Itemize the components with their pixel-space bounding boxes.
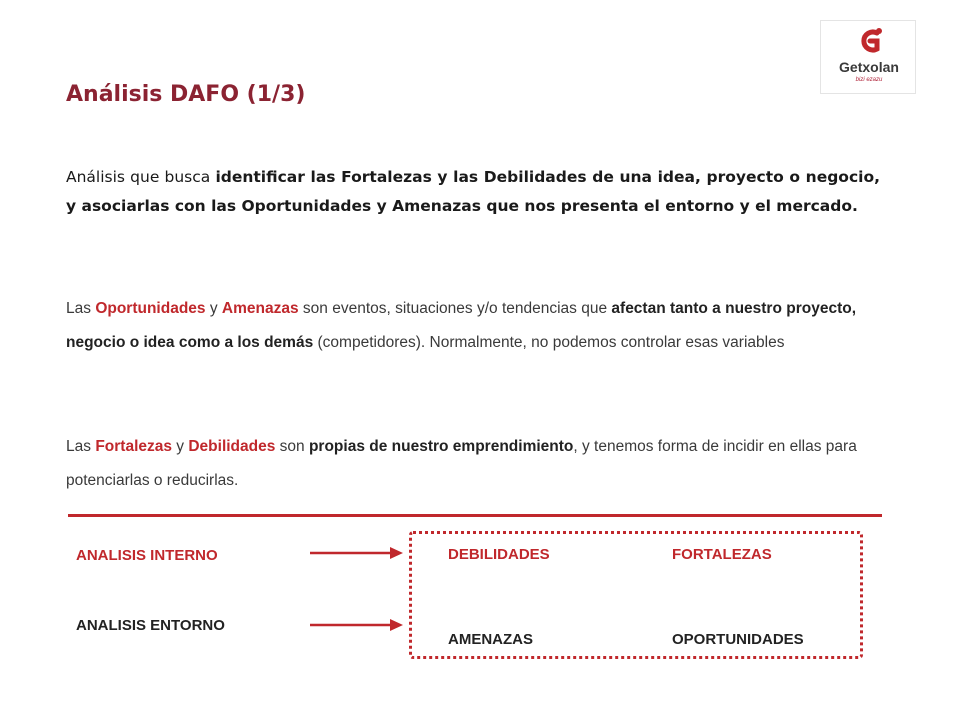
arrow-right-icon	[308, 545, 404, 561]
p1-text-1: Las	[66, 300, 96, 317]
logo-tagline: bizi ezazu	[855, 77, 883, 83]
p2-debilidades: Debilidades	[188, 438, 276, 455]
p1-text-3: son eventos, situaciones y/o tendencias que	[298, 300, 612, 317]
p2-text-2: y	[171, 438, 189, 455]
p2-fortalezas: Fortalezas	[95, 438, 172, 455]
external-analysis-label: ANALISIS ENTORNO	[76, 617, 225, 634]
p1-text-4: (competidores). Normalmente, no podemos controlar esas variables	[313, 334, 785, 351]
page-title: Análisis DAFO (1/3)	[66, 82, 306, 107]
intro-paragraph	[66, 163, 880, 221]
intro-text: Análisis que busca	[66, 168, 216, 186]
arrow-right-icon	[308, 617, 404, 633]
fortalezas-label: FORTALEZAS	[672, 546, 772, 563]
amenazas-label: AMENAZAS	[448, 631, 533, 648]
p2-text-3: son	[275, 438, 309, 455]
p1-text-2: y	[205, 300, 222, 317]
getxolan-logo	[820, 20, 916, 94]
section-divider	[68, 514, 882, 517]
opportunities-threats-paragraph	[66, 292, 892, 360]
p2-text-4: , y tenemos forma de incidir en ellas para potenciarlas o reducirlas.	[66, 438, 857, 489]
oportunidades-label: OPORTUNIDADES	[672, 631, 804, 648]
p1-bold-text: afectan tanto a nuestro proyecto, negocio o idea como a los demás	[66, 300, 857, 351]
p1-amenazas: Amenazas	[221, 300, 299, 317]
logo-wordmark: Getxolan	[839, 59, 899, 75]
debilidades-label: DEBILIDADES	[448, 546, 550, 563]
p2-bold-text: propias de nuestro emprendimiento	[308, 438, 574, 455]
internal-analysis-label: ANALISIS INTERNO	[76, 547, 218, 564]
p1-oportunidades: Oportunidades	[95, 300, 206, 317]
p2-text-1: Las	[66, 438, 96, 455]
strengths-weaknesses-paragraph	[66, 430, 892, 498]
intro-bold-text: identificar las Fortalezas y las Debilidades de una idea, proyecto o negocio, y asociarlas con las Oportunidades y Amenazas que nos presenta el entorno y el mercado.	[66, 168, 880, 215]
getxolan-logo-mark	[821, 21, 917, 61]
